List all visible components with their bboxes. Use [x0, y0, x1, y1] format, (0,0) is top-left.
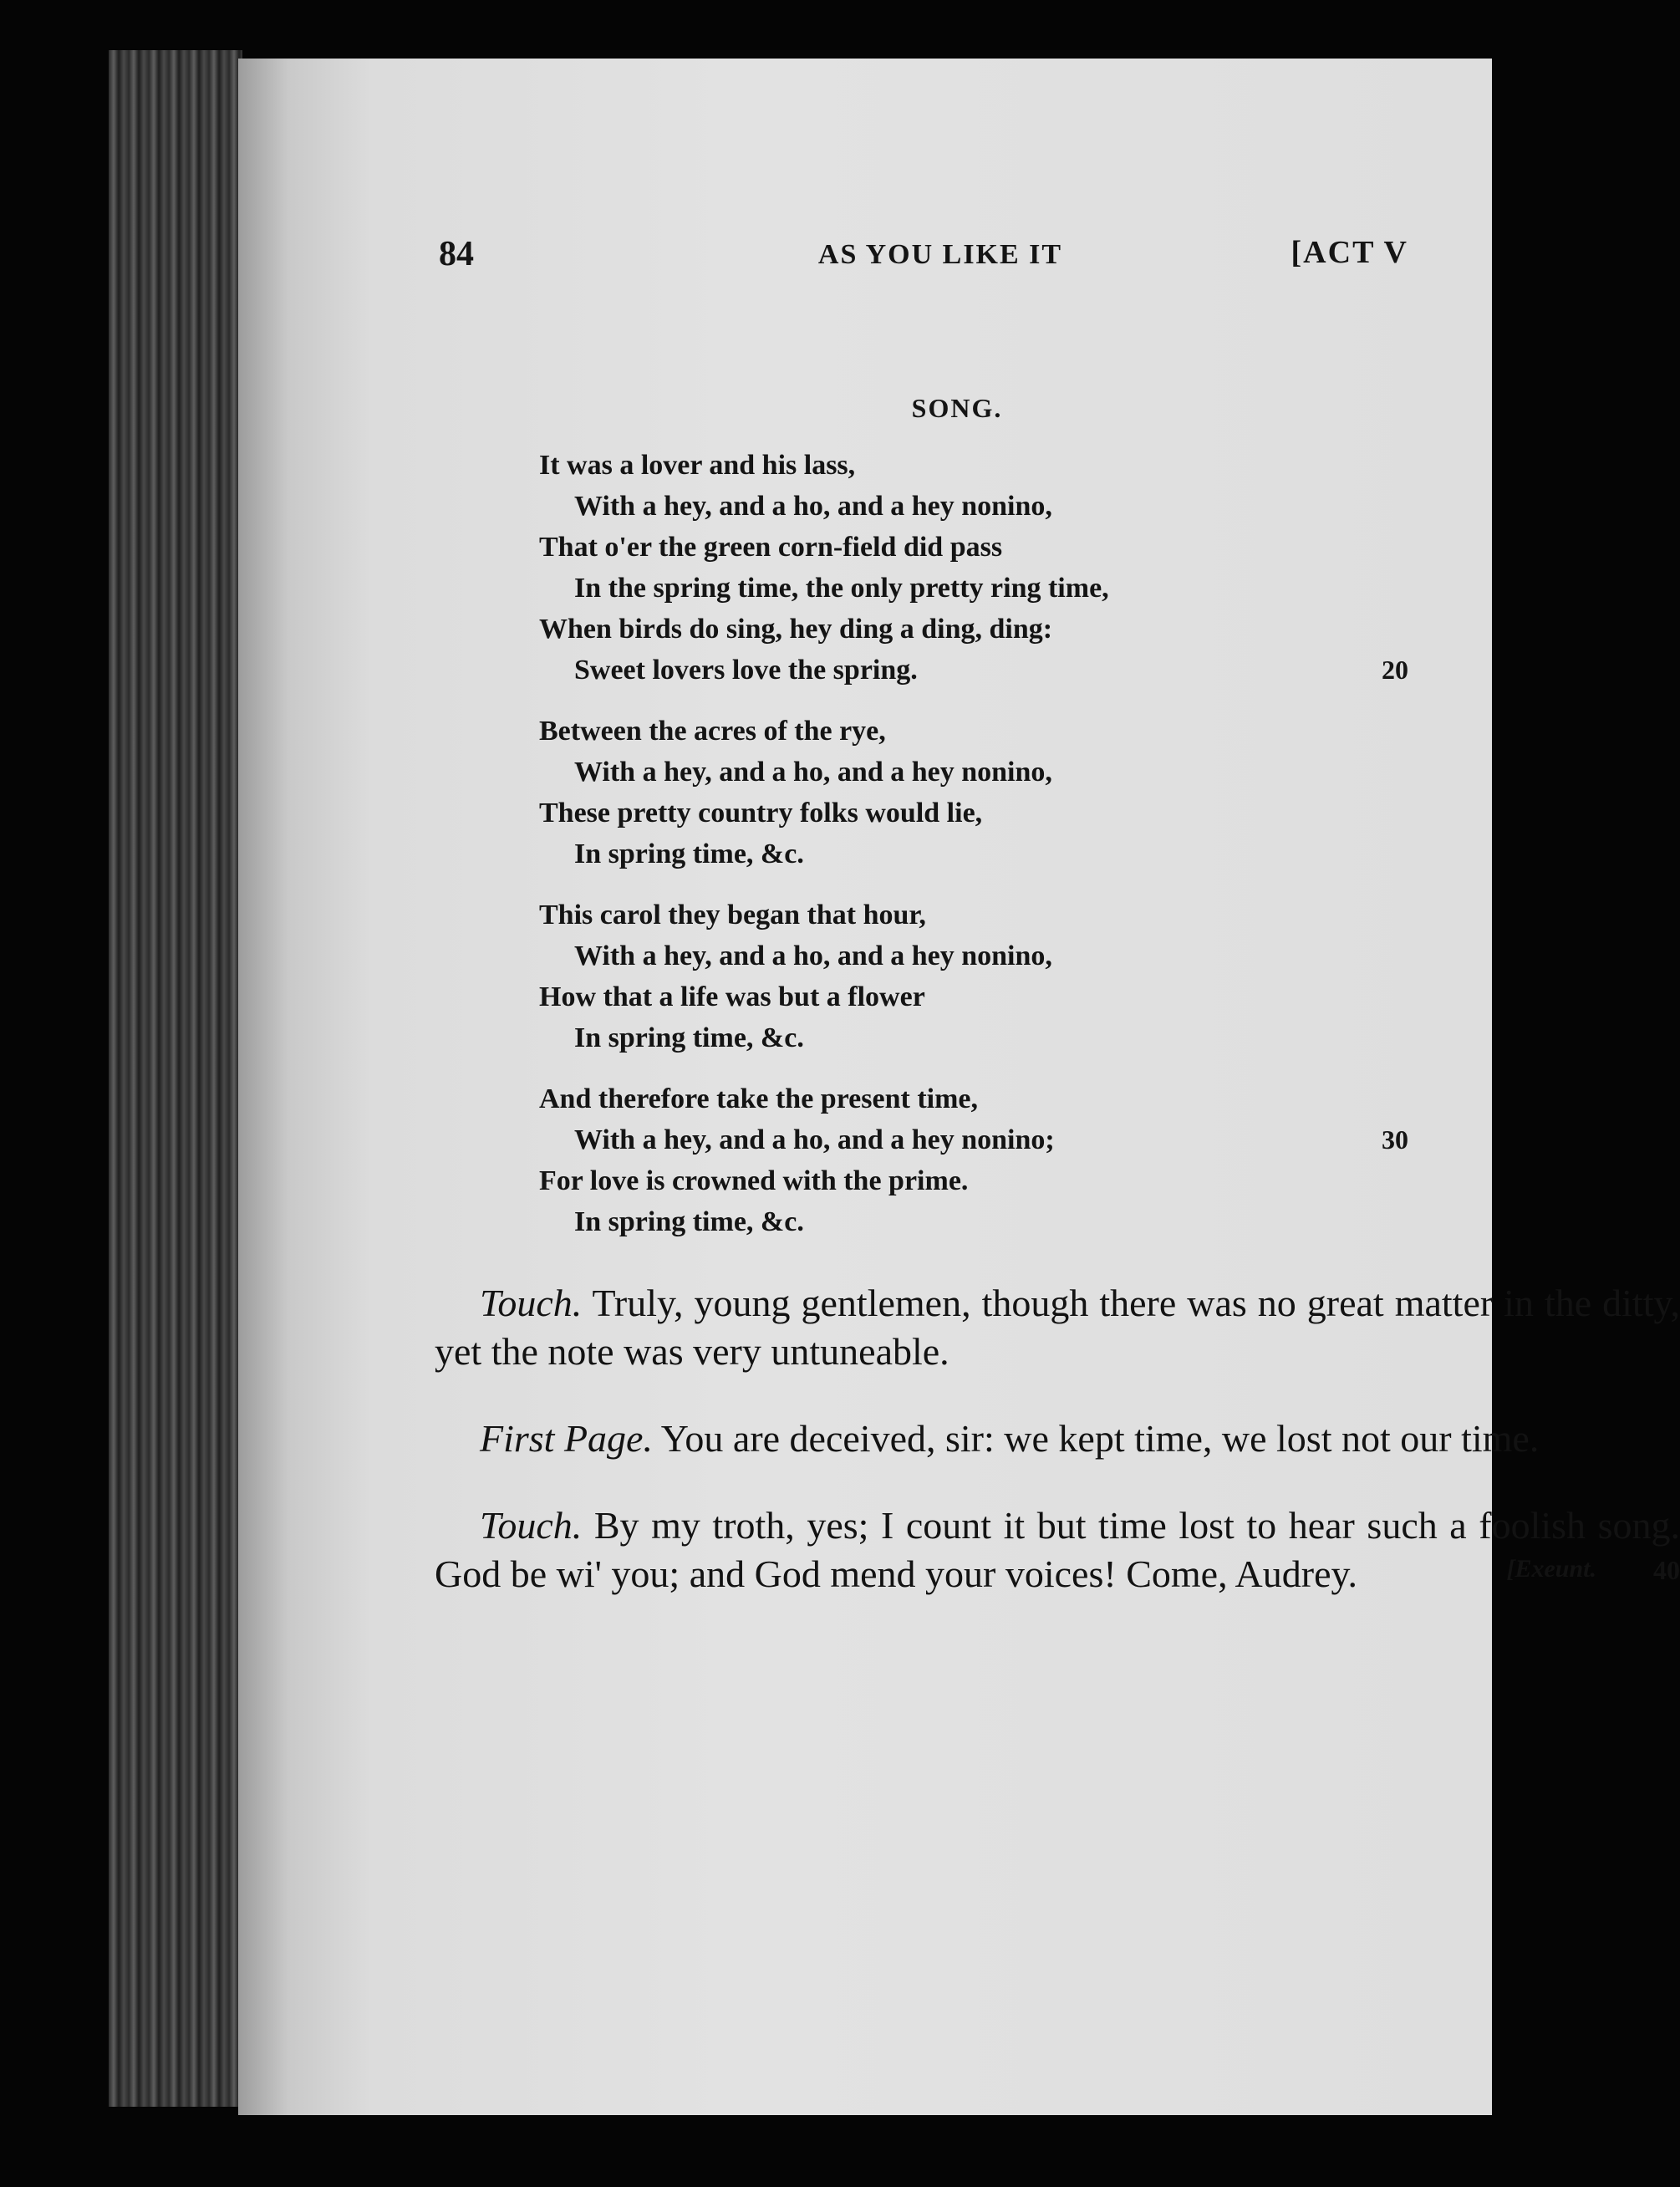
- book-binding: [109, 50, 242, 2107]
- verse-line-text: With a hey, and a ho, and a hey nonino;: [574, 1124, 1055, 1155]
- line-number: 40: [1653, 1555, 1680, 1585]
- stage-direction: [Exeunt.: [1506, 1555, 1596, 1583]
- speech-text: You are deceived, sir: we kept time, we lost not our time.: [660, 1417, 1540, 1460]
- verse-line: This carol they began that hour,: [539, 900, 926, 930]
- act-label: [ACT V: [1291, 235, 1408, 270]
- verse-line: In spring time, &c.: [574, 1022, 804, 1053]
- verse-line: In spring time, &c.: [574, 1206, 804, 1237]
- verse-line-numbered: [539, 650, 1408, 691]
- page-header: [238, 234, 1492, 284]
- speaker-name: Touch.: [480, 1282, 583, 1324]
- song-verses: [539, 445, 1408, 1262]
- line-number: 20: [1382, 655, 1408, 685]
- speech: [435, 1415, 1680, 1463]
- verse-line: And therefore take the present time,: [539, 1083, 979, 1114]
- verse-line: Between the acres of the rye,: [539, 716, 886, 747]
- speech: [435, 1501, 1680, 1598]
- stanza: [539, 711, 1408, 874]
- stanza: [539, 895, 1408, 1058]
- dialogue: [435, 1279, 1680, 1615]
- speech-text: Truly, young gentlemen, though there was no great matter in the ditty, yet the note was very untuneable.: [435, 1282, 1680, 1373]
- running-title: AS YOU LIKE IT: [817, 239, 1063, 270]
- verse-line: With a hey, and a ho, and a hey nonino,: [574, 941, 1052, 971]
- verse-line-numbered: [539, 1119, 1408, 1160]
- verse-line: When birds do sing, hey ding a ding, ding:: [539, 614, 1053, 645]
- stanza: [539, 445, 1408, 691]
- verse-line: With a hey, and a ho, and a hey nonino,: [574, 757, 1052, 788]
- speaker-name: Touch.: [480, 1504, 583, 1547]
- verse-line: How that a life was but a flower: [539, 981, 925, 1012]
- verse-line: In spring time, &c.: [574, 839, 804, 869]
- line-number: 30: [1382, 1124, 1408, 1155]
- song-title: SONG.: [911, 393, 1003, 423]
- stanza: [539, 1078, 1408, 1242]
- verse-line: That o'er the green corn-field did pass: [539, 532, 1003, 563]
- verse-line-text: Sweet lovers love the spring.: [574, 655, 918, 686]
- speech-text: By my troth, yes; I count it but time lost to hear such a foolish song. God be wi' you; and God mend your voices! Come, Audrey.: [435, 1504, 1680, 1595]
- speech: [435, 1279, 1680, 1376]
- book-page: [238, 59, 1680, 2115]
- verse-line: In the spring time, the only pretty ring time,: [574, 573, 1109, 604]
- verse-line: These pretty country folks would lie,: [539, 798, 983, 828]
- speaker-name: First Page.: [480, 1417, 653, 1460]
- page-number: 84: [439, 235, 474, 273]
- verse-line: For love is crowned with the prime.: [539, 1165, 969, 1196]
- verse-line: It was a lover and his lass,: [539, 450, 856, 481]
- verse-line: With a hey, and a ho, and a hey nonino,: [574, 491, 1052, 522]
